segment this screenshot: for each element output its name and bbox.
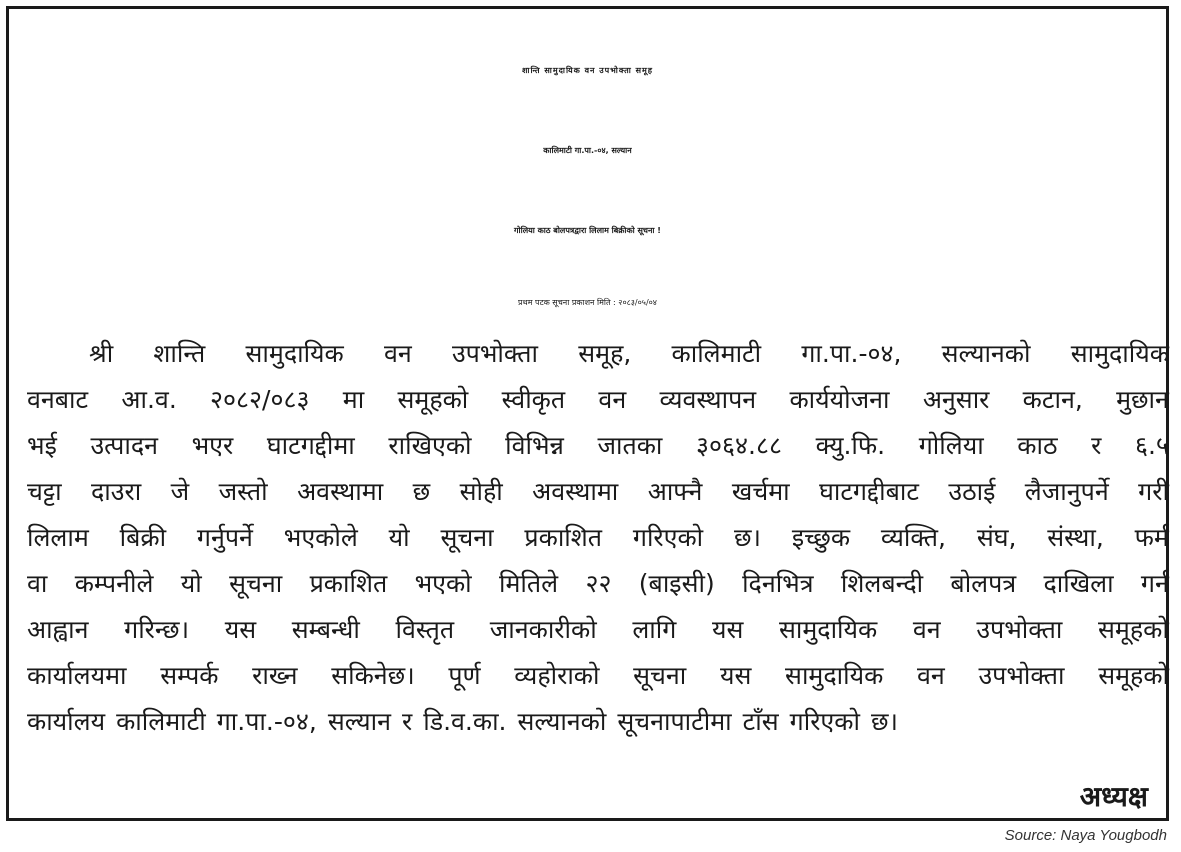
organization-title: शान्ति सामुदायिक वन उपभोक्ता समूह bbox=[521, 66, 654, 75]
body-word: भएको bbox=[414, 569, 472, 598]
body-word: कटान, bbox=[1022, 385, 1083, 414]
body-word: आफ्नै bbox=[647, 477, 703, 506]
body-word: समूहको bbox=[397, 385, 469, 414]
body-word: यस bbox=[224, 615, 257, 644]
body-word: भएर bbox=[191, 431, 234, 460]
body-word: यो bbox=[388, 523, 410, 552]
body-word: दिनभित्र bbox=[742, 569, 814, 598]
body-word: सूचनापाटीमा bbox=[617, 707, 732, 736]
body-word: २२ bbox=[585, 569, 612, 598]
notice-box bbox=[6, 6, 1169, 821]
body-word: यो bbox=[180, 569, 202, 598]
body-word: मा bbox=[342, 385, 365, 414]
body-word: सूचना bbox=[633, 661, 687, 690]
body-line bbox=[27, 561, 1169, 607]
body-word: फर्म bbox=[1134, 523, 1169, 552]
signature-title: अध्यक्ष bbox=[1079, 780, 1148, 813]
body-word: संस्था, bbox=[1047, 523, 1104, 552]
body-word: यस bbox=[711, 615, 744, 644]
body-word: गरिएको bbox=[632, 523, 704, 552]
notice-heading: गोलिया काठ बोलपत्रद्वारा लिलाम बिक्रीको सूचना ! bbox=[514, 226, 661, 235]
body-word: जस्तो bbox=[218, 477, 268, 506]
body-word: कार्ययोजना bbox=[789, 385, 890, 414]
body-word: छ bbox=[412, 477, 431, 506]
body-word: डि.व.का. bbox=[423, 707, 507, 736]
body-line bbox=[27, 377, 1169, 423]
body-word: टाँस bbox=[742, 707, 779, 736]
body-word: बोलपत्र bbox=[950, 569, 1017, 598]
notice-body bbox=[27, 331, 1169, 745]
body-word: शान्ति bbox=[153, 339, 206, 368]
body-word: राखिएको bbox=[388, 431, 472, 460]
body-word: इच्छुक bbox=[791, 523, 851, 552]
body-word: आह्वान bbox=[27, 615, 89, 644]
body-word: विभिन्न bbox=[505, 431, 564, 460]
body-word: व्यक्ति, bbox=[880, 523, 946, 552]
body-word: स्वीकृत bbox=[501, 385, 566, 414]
body-word: सामुदायिक bbox=[245, 339, 344, 368]
body-word: दाखिला bbox=[1043, 569, 1114, 598]
body-word: वन bbox=[912, 615, 941, 644]
body-word: (बाइसी) bbox=[638, 569, 715, 598]
body-word: उत्पादन bbox=[90, 431, 158, 460]
body-word: अवस्थामा bbox=[532, 477, 619, 506]
body-word: शिलबन्दी bbox=[840, 569, 924, 598]
body-word: लिलाम bbox=[27, 523, 89, 552]
body-word: चट्टा bbox=[27, 477, 62, 506]
body-word: क्यु.फि. bbox=[815, 431, 886, 460]
body-line bbox=[27, 607, 1169, 653]
body-word: वन bbox=[383, 339, 412, 368]
body-word: आ.व. bbox=[121, 385, 177, 414]
body-word: लैजानुपर्ने bbox=[1024, 477, 1109, 506]
body-word: भएकोले bbox=[283, 523, 358, 552]
body-word: भई bbox=[27, 431, 57, 460]
body-word: प्रकाशित bbox=[309, 569, 388, 598]
body-word: सामुदायिक bbox=[1070, 339, 1169, 368]
body-word: व्यवस्थापन bbox=[659, 385, 757, 414]
body-word: अनुसार bbox=[922, 385, 990, 414]
body-word: ३०६४.८८ bbox=[696, 431, 782, 460]
body-word: सम्पर्क bbox=[160, 661, 219, 690]
body-word: सम्बन्धी bbox=[291, 615, 360, 644]
body-word: गर्नुपर्ने bbox=[196, 523, 253, 552]
body-word: सल्यानको bbox=[941, 339, 1031, 368]
body-word: सल्यानको bbox=[517, 707, 607, 736]
body-word: गा.पा.-०४, bbox=[216, 707, 317, 736]
body-word: लागि bbox=[632, 615, 677, 644]
body-word: घाटगद्दीबाट bbox=[819, 477, 919, 506]
body-word: दाउरा bbox=[91, 477, 142, 506]
body-word: राख्न bbox=[252, 661, 298, 690]
source-credit: Source: Naya Yougbodh bbox=[1004, 827, 1167, 844]
body-word: सूचना bbox=[229, 569, 283, 598]
body-word: जानकारीको bbox=[489, 615, 597, 644]
body-word: कार्यालयमा bbox=[27, 661, 127, 690]
body-word: काठ bbox=[1017, 431, 1058, 460]
body-word: उपभोक्ता bbox=[976, 615, 1063, 644]
body-word: गोलिया bbox=[918, 431, 984, 460]
body-word: विस्तृत bbox=[395, 615, 455, 644]
body-word: र bbox=[402, 707, 413, 736]
body-word: खर्चमा bbox=[731, 477, 790, 506]
body-word: ६.५ bbox=[1134, 431, 1169, 460]
body-word: कार्यालय bbox=[27, 707, 106, 736]
body-word: वन bbox=[916, 661, 945, 690]
body-word: सल्यान bbox=[327, 707, 391, 736]
body-word: २०८२/०८३ bbox=[210, 385, 310, 414]
body-word: सूचना bbox=[440, 523, 494, 552]
body-line bbox=[27, 699, 1169, 745]
body-word: प्रकाशित bbox=[524, 523, 603, 552]
body-word: व्यहोराको bbox=[514, 661, 600, 690]
publish-date: प्रथम पटक सूचना प्रकाशन मिति : २०८३/०५/०४ bbox=[518, 298, 657, 307]
body-word: अवस्थामा bbox=[297, 477, 384, 506]
body-word: वा bbox=[27, 569, 48, 598]
body-line bbox=[27, 423, 1169, 469]
body-word: सोही bbox=[459, 477, 503, 506]
body-line bbox=[27, 469, 1169, 515]
body-word: गरी bbox=[1138, 477, 1169, 506]
body-word: छ। bbox=[733, 523, 761, 552]
body-word: उपभोक्ता bbox=[451, 339, 539, 368]
body-word: संघ, bbox=[976, 523, 1017, 552]
body-word: गरिएको bbox=[789, 707, 860, 736]
body-line bbox=[27, 653, 1169, 699]
body-word: मितिले bbox=[498, 569, 559, 598]
body-word: बिक्री bbox=[119, 523, 167, 552]
body-word: गा.पा.-०४, bbox=[801, 339, 902, 368]
body-word: जे bbox=[170, 477, 190, 506]
body-word: पूर्ण bbox=[448, 661, 481, 690]
body-word: समूह, bbox=[578, 339, 632, 368]
body-word: समूहको bbox=[1098, 615, 1169, 644]
body-line bbox=[27, 515, 1169, 561]
body-word: कालिमाटी bbox=[671, 339, 762, 368]
organization-address: कालिमाटी गा.पा.-०४, सल्यान bbox=[543, 146, 632, 155]
body-word: घाटगद्दीमा bbox=[266, 431, 355, 460]
body-word: समूहको bbox=[1098, 661, 1169, 690]
body-word: वन bbox=[598, 385, 627, 414]
body-word: सकिनेछ। bbox=[331, 661, 415, 690]
body-word: सामुदायिक bbox=[785, 661, 884, 690]
body-word: उठाई bbox=[948, 477, 996, 506]
body-word: जातका bbox=[597, 431, 663, 460]
body-word: र bbox=[1091, 431, 1102, 460]
body-word: कम्पनीले bbox=[74, 569, 154, 598]
body-word: श्री bbox=[89, 339, 114, 368]
body-word: वनबाट bbox=[27, 385, 89, 414]
body-word: गर्न bbox=[1140, 569, 1169, 598]
body-word: यस bbox=[719, 661, 752, 690]
body-line bbox=[27, 331, 1169, 377]
body-word: कालिमाटी bbox=[116, 707, 206, 736]
body-word: छ। bbox=[870, 707, 898, 736]
body-word: सामुदायिक bbox=[778, 615, 878, 644]
body-word: गरिन्छ। bbox=[124, 615, 190, 644]
body-word: उपभोक्ता bbox=[978, 661, 1065, 690]
body-word: मुछान bbox=[1116, 385, 1169, 414]
